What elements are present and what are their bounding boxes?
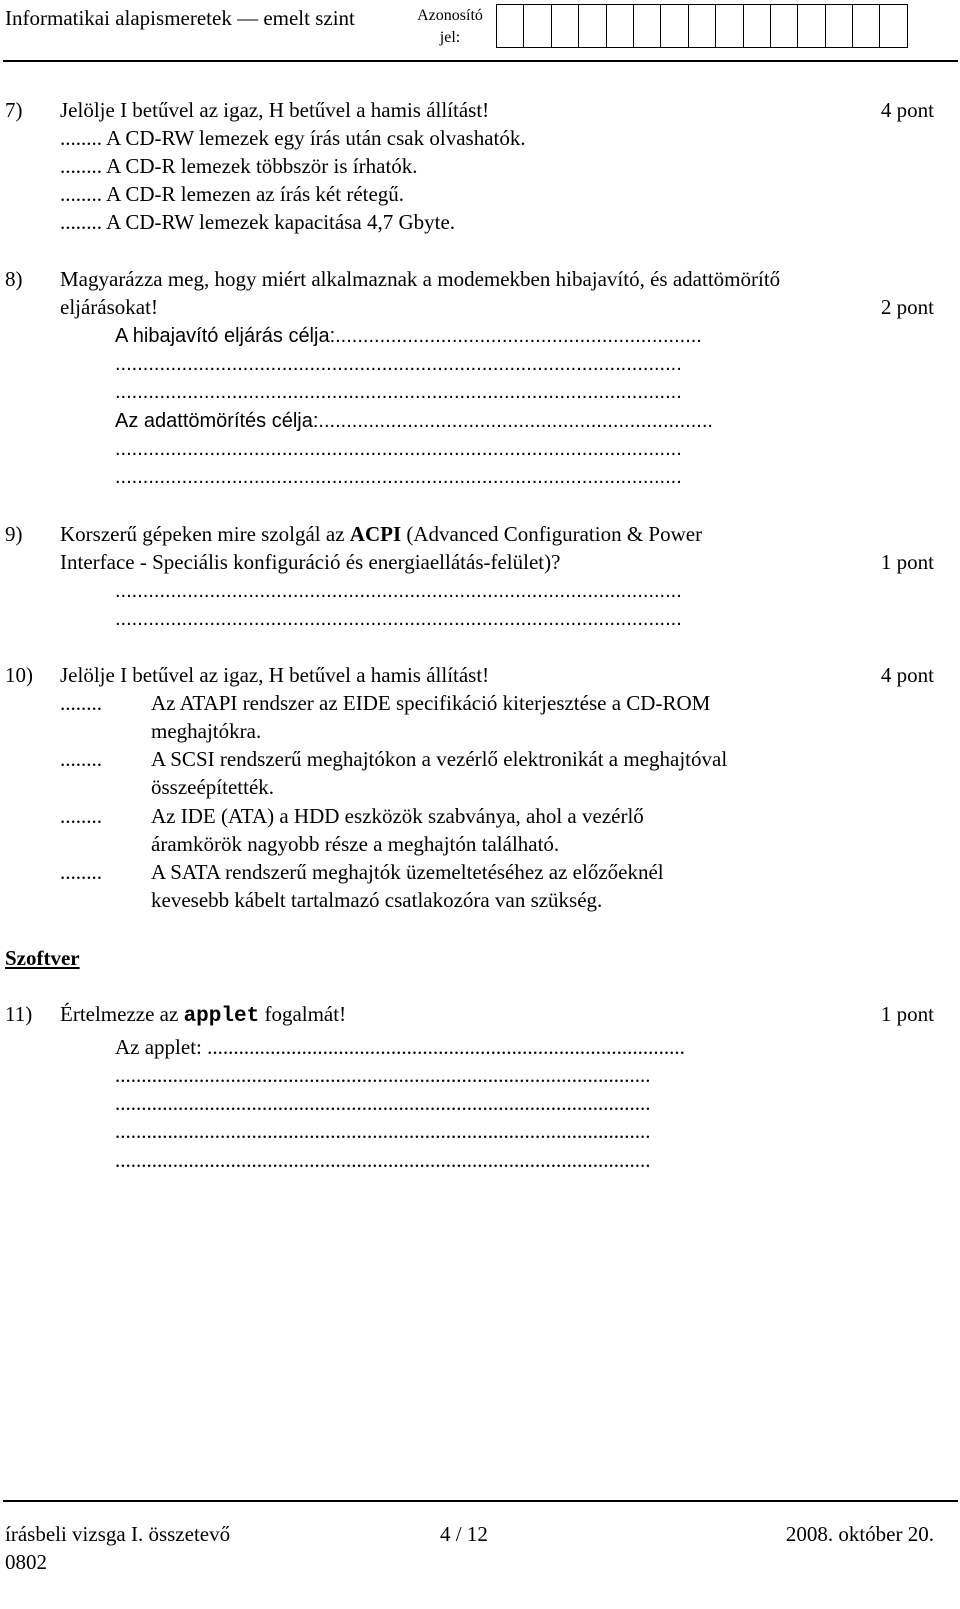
- answer-line[interactable]: ......................................................................................................: [115, 1063, 651, 1087]
- answer-line[interactable]: A hibajavító eljárás célja:..................................................................: [115, 325, 702, 347]
- question-7-item[interactable]: ........ A CD-R lemezek többször is írhatók.: [60, 154, 418, 178]
- id-boxes: [497, 4, 908, 48]
- id-box[interactable]: [879, 4, 907, 48]
- header-divider: [3, 60, 958, 62]
- footer-left: [5, 1520, 230, 1576]
- question-9-text: [60, 520, 702, 548]
- question-8-points: 2 pont: [880, 295, 934, 319]
- id-label: Azonosító jel:: [417, 7, 483, 46]
- id-box[interactable]: [852, 4, 880, 48]
- page-header: [0, 0, 960, 62]
- statement-text: Az ATAPI rendszer az EIDE specifikáció kiterjesztése a CD-ROM: [151, 691, 711, 715]
- question-7-item[interactable]: ........ A CD-RW lemezek kapacitása 4,7 Gbyte.: [60, 210, 456, 234]
- id-box[interactable]: [606, 4, 634, 48]
- answer-line[interactable]: ......................................................................................................: [115, 466, 682, 488]
- question-10-text: Jelölje I betűvel az igaz, H betűvel a hamis állítást!: [60, 663, 490, 687]
- answer-blank[interactable]: ........: [60, 691, 102, 715]
- answer-line[interactable]: ......................................................................................................: [115, 1119, 651, 1143]
- footer-exam-label: írásbeli vizsga I. összetevő: [5, 1522, 231, 1546]
- statement-text: kevesebb kábelt tartalmazó csatlakozóra van szükség.: [151, 888, 603, 912]
- question-11-number: 11): [5, 1002, 33, 1026]
- question-7-item[interactable]: ........ A CD-RW lemezek egy írás után csak olvashatók.: [60, 126, 526, 150]
- answer-line[interactable]: ......................................................................................................: [115, 381, 682, 403]
- statement-text: áramkörök nagyobb része a meghajtón található.: [151, 832, 560, 856]
- answer-line[interactable]: ......................................................................................................: [115, 1148, 651, 1172]
- question-10-number: 10): [5, 663, 33, 687]
- answer-blank[interactable]: ........: [60, 804, 102, 828]
- question-10-points: 4 pont: [880, 663, 934, 687]
- question-9-points: 1 pont: [880, 550, 934, 574]
- answer-line[interactable]: ......................................................................................................: [115, 438, 682, 460]
- id-box[interactable]: [825, 4, 853, 48]
- question-8-text: Magyarázza meg, hogy miért alkalmaznak a modemekben hibajavító, és adattömörítő: [60, 267, 781, 291]
- id-box[interactable]: [797, 4, 825, 48]
- statement-text: összeépítették.: [151, 775, 275, 799]
- question-7-text: Jelölje I betűvel az igaz, H betűvel a hamis állítást!: [60, 98, 490, 122]
- statement-text: A SATA rendszerű meghajtók üzemeltetéséhez az előzőeknél: [151, 860, 664, 884]
- question-9-number: 9): [5, 522, 23, 546]
- id-box[interactable]: [743, 4, 771, 48]
- footer-code: 0802: [5, 1550, 47, 1574]
- id-box[interactable]: [551, 4, 579, 48]
- question-8-text: eljárásokat!: [60, 295, 158, 319]
- question-9-text-post: (Advanced Configuration & Power: [401, 522, 703, 546]
- header-title: Informatikai alapismeretek — emelt szint: [5, 6, 355, 30]
- question-11-text-post: fogalmát!: [259, 1002, 347, 1026]
- statement-text: A SCSI rendszerű meghajtókon a vezérlő elektronikát a meghajtóval: [151, 747, 728, 771]
- footer-divider: [3, 1500, 958, 1502]
- answer-blank[interactable]: ........: [60, 860, 102, 884]
- id-box[interactable]: [660, 4, 688, 48]
- answer-line[interactable]: ......................................................................................................: [115, 353, 682, 375]
- id-box[interactable]: [715, 4, 743, 48]
- id-box[interactable]: [688, 4, 716, 48]
- question-9-text: Interface - Speciális konfiguráció és energiaellátás-felület)?: [60, 550, 561, 574]
- answer-line[interactable]: ......................................................................................................: [115, 580, 682, 602]
- answer-line[interactable]: ......................................................................................................: [115, 608, 682, 630]
- acpi-term: ACPI: [349, 522, 402, 546]
- question-7-number: 7): [5, 98, 23, 122]
- id-box[interactable]: [633, 4, 661, 48]
- question-7-points: 4 pont: [880, 98, 934, 122]
- id-box[interactable]: [578, 4, 606, 48]
- question-9-text-pre: Korszerű gépeken mire szolgál az: [60, 522, 350, 546]
- footer-date: 2008. október 20.: [785, 1522, 934, 1546]
- id-box[interactable]: [770, 4, 798, 48]
- statement-text: meghajtókra.: [151, 719, 262, 743]
- answer-blank[interactable]: ........: [60, 747, 102, 771]
- answer-line[interactable]: Az adattömörítés célja:.......................................................................: [115, 410, 713, 432]
- question-11-text-pre: Értelmezze az: [60, 1002, 184, 1026]
- id-box[interactable]: [523, 4, 551, 48]
- answer-line[interactable]: ......................................................................................................: [115, 1091, 651, 1115]
- statement-text: Az IDE (ATA) a HDD eszközök szabványa, ahol a vezérlő: [151, 804, 644, 828]
- section-title: Szoftver: [5, 946, 80, 970]
- footer-page-number: 4 / 12: [440, 1522, 488, 1546]
- answer-line[interactable]: Az applet: ...........................................................................................: [115, 1035, 685, 1059]
- applet-term: applet: [183, 1005, 260, 1028]
- question-7-item[interactable]: ........ A CD-R lemezen az írás két rétegű.: [60, 182, 405, 206]
- question-11-points: 1 pont: [880, 1002, 934, 1026]
- question-11-text: [60, 1000, 346, 1028]
- id-box[interactable]: [496, 4, 524, 48]
- question-8-number: 8): [5, 267, 23, 291]
